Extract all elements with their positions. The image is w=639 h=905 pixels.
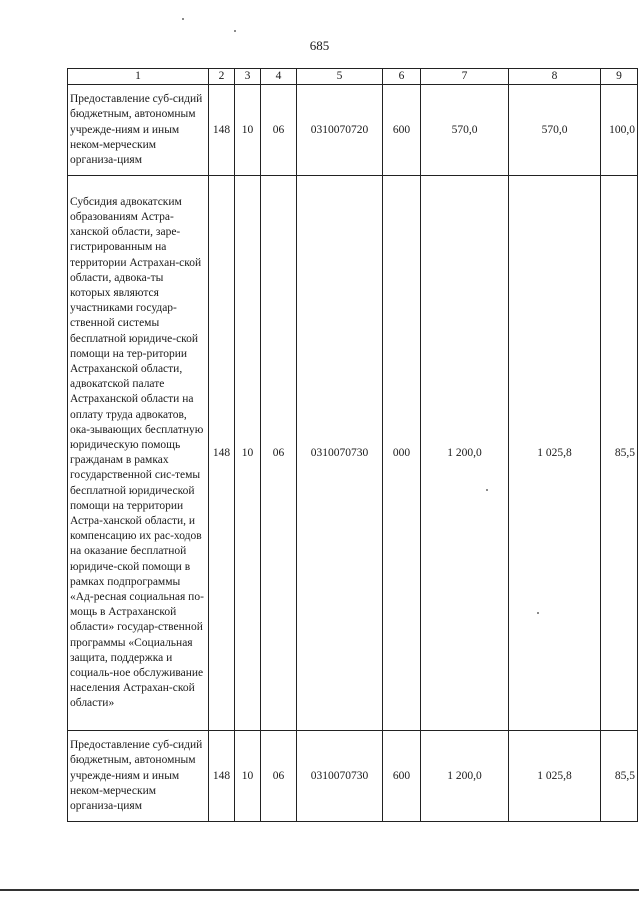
cell-expense-type: 000 [383, 176, 421, 731]
cell-plan: 570,0 [421, 85, 509, 176]
scan-speck [486, 489, 488, 491]
cell-target-article: 0310070730 [297, 731, 383, 822]
page-bottom-edge [0, 889, 639, 891]
table-row [68, 176, 638, 731]
cell-expense-type: 600 [383, 85, 421, 176]
budget-table [67, 68, 638, 822]
cell-subsection: 06 [261, 85, 297, 176]
column-header-6: 6 [383, 69, 421, 85]
cell-target-article: 0310070730 [297, 176, 383, 731]
column-header-7: 7 [421, 69, 509, 85]
cell-actual: 1 025,8 [509, 731, 601, 822]
column-header-4: 4 [261, 69, 297, 85]
page-number: 685 [309, 38, 330, 53]
table-row [68, 85, 638, 176]
cell-section: 10 [235, 176, 261, 731]
cell-admin-code: 148 [209, 731, 235, 822]
cell-actual: 1 025,8 [509, 176, 601, 731]
cell-subsection: 06 [261, 731, 297, 822]
row-name: Предоставление суб-сидий бюджетным, автономным учрежде-ниям и иным неком-мерческим организа-циям [68, 731, 209, 822]
cell-admin-code: 148 [209, 176, 235, 731]
cell-percent: 85,5 [601, 731, 638, 822]
row-name: Предоставление суб-сидий бюджетным, автономным учрежде-ниям и иным неком-мерческим организа-циям [68, 85, 209, 176]
header-row [68, 69, 638, 85]
scan-speck [182, 18, 184, 20]
cell-plan: 1 200,0 [421, 176, 509, 731]
scan-speck [537, 612, 539, 614]
table-row [68, 731, 638, 822]
cell-admin-code: 148 [209, 85, 235, 176]
cell-plan: 1 200,0 [421, 731, 509, 822]
column-header-5: 5 [297, 69, 383, 85]
column-header-1: 1 [68, 69, 209, 85]
scan-speck [234, 30, 236, 32]
row-name: Субсидия адвокатским образованиям Астра-ханской области, заре-гистрированным на территории Астрахан-ской области, адвока-ты которых являются участниками государ-ственной системы бесплатной юридиче-ской помощи на тер-ритории Астраханской области, адвокатской палате Астраханской области на оплату труда адвокатов, ока-зывающих бесплатную юридическую помощь гражданам в рамках государственной сис-темы бесплатной юридической помощи на территории Астра-ханской области, и компенсацию их рас-ходов на оказание бесплатной юридиче-ской помощи в рамках подпрограммы «Ад-ресная социальная по-мощь в Астраханской области» государ-ственной программы «Социальная защита, поддержка и социаль-ное обслуживание населения Астрахан-ской области» [68, 176, 209, 731]
cell-section: 10 [235, 731, 261, 822]
cell-percent: 85,5 [601, 176, 638, 731]
column-header-3: 3 [235, 69, 261, 85]
cell-percent: 100,0 [601, 85, 638, 176]
column-header-8: 8 [509, 69, 601, 85]
cell-actual: 570,0 [509, 85, 601, 176]
table-header [68, 69, 638, 85]
column-header-2: 2 [209, 69, 235, 85]
cell-section: 10 [235, 85, 261, 176]
cell-target-article: 0310070720 [297, 85, 383, 176]
column-header-9: 9 [601, 69, 638, 85]
cell-expense-type: 600 [383, 731, 421, 822]
cell-subsection: 06 [261, 176, 297, 731]
